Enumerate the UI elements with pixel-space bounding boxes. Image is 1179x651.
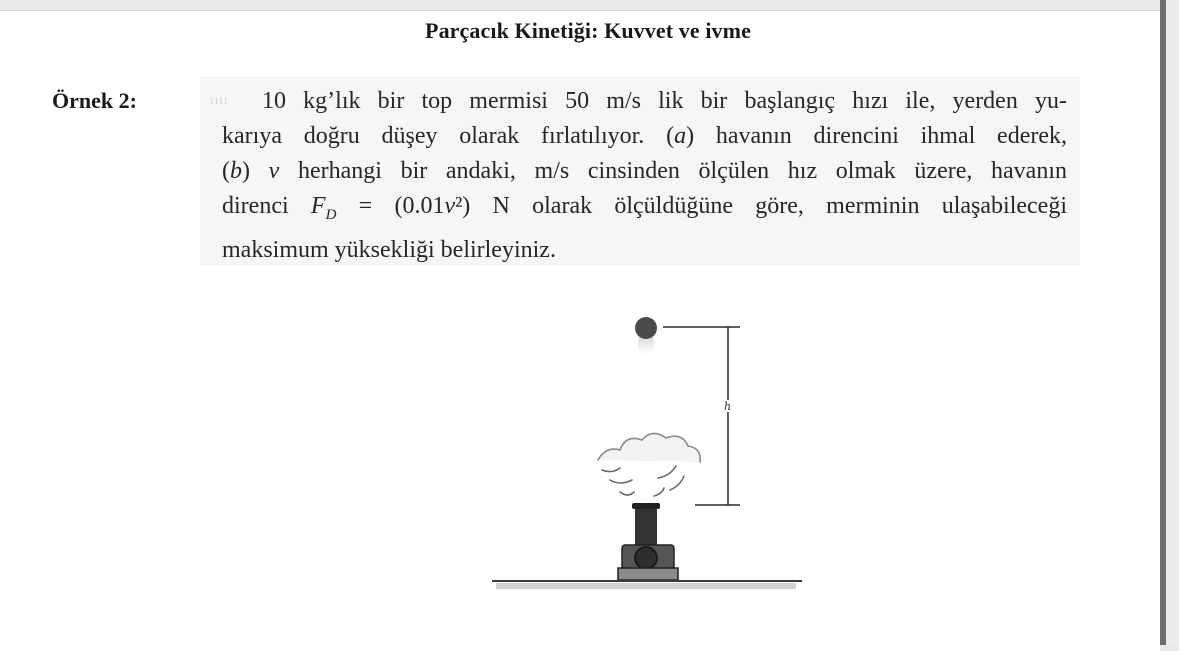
- problem-statement: [222, 84, 1067, 268]
- scrollbar-edge: [1160, 0, 1166, 645]
- ground: [492, 581, 802, 589]
- problem-line-3: (b) v herhangi bir andaki, m/s cinsinden ölçülen hız olmak üzere, havanın: [222, 158, 1067, 184]
- cannon-figure: [480, 300, 820, 610]
- cannon-body: [618, 503, 678, 580]
- smoke-cloud: [598, 433, 700, 496]
- scan-artifact: ııtı: [210, 92, 229, 107]
- problem-line-4: direnci $F_D = (0.01v^2)$ N olarak ölçüldüğüne göre, merminin ulaşabileceği: [222, 193, 1067, 223]
- height-dimension: [663, 327, 740, 505]
- scrollbar-track[interactable]: [1160, 0, 1179, 645]
- problem-line-1: 10 kg’lık bir top mermisi 50 m/s lik bir başlangıç hızı ile, yerden yu-: [262, 88, 1067, 114]
- problem-line-5: maksimum yüksekliği belirleyiniz.: [222, 236, 556, 263]
- page-title: Parçacık Kinetiği: Kuvvet ve ivme: [425, 18, 751, 43]
- example-label: Örnek 2:: [52, 88, 137, 113]
- height-label: h: [724, 400, 732, 413]
- problem-line-2: karıya doğru düşey olarak fırlatılıyor. (a) havanın direncini ihmal ederek,: [222, 123, 1068, 149]
- projectile-ball: [635, 317, 657, 339]
